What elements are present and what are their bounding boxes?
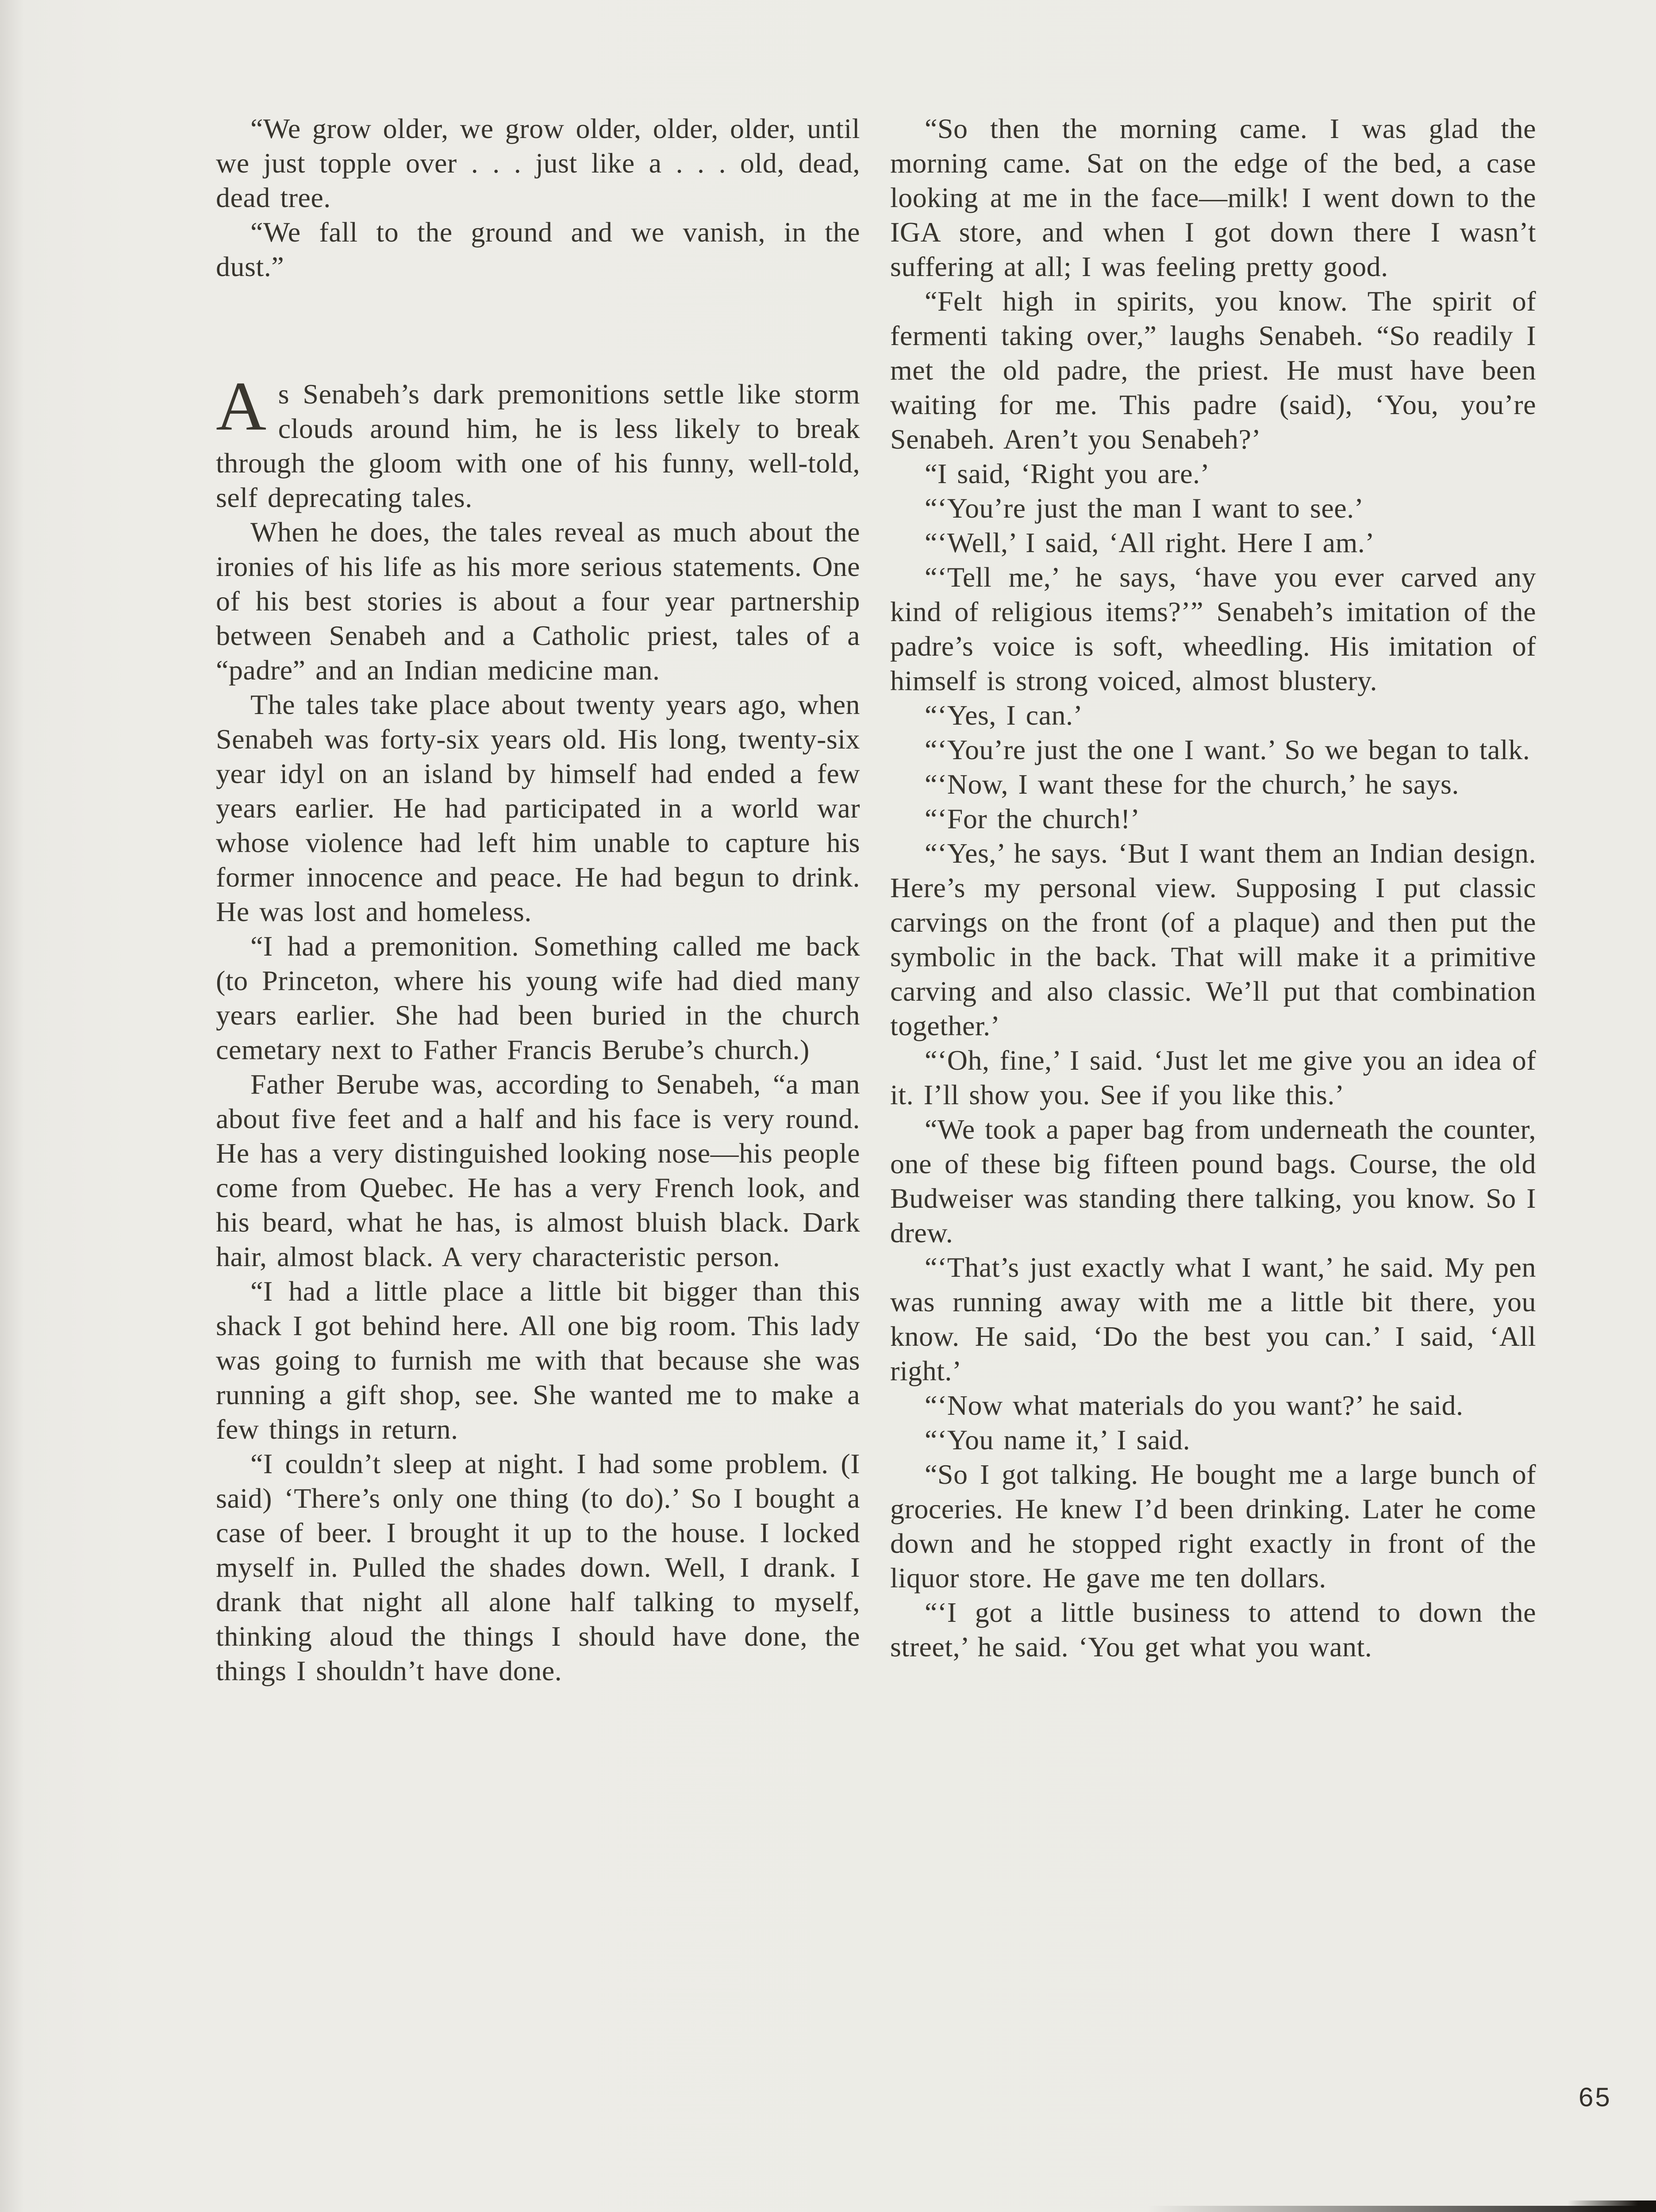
body-paragraph: “‘For the church!’: [925, 803, 1140, 834]
body-paragraph: “‘Oh, fine,’ I said. ‘Just let me give you an idea of it. I’ll show you. See if you like this.’: [890, 1045, 1536, 1110]
intro-quote-paragraph: “We fall to the ground and we vanish, in the dust.”: [216, 216, 860, 282]
left-column: [216, 111, 860, 1688]
body-paragraph: “So I got talking. He bought me a large bunch of groceries. He knew I’d been drinking. Later he come down and he stopped right exactly in front of the liquor store. He gave me ten dollars.: [890, 1459, 1536, 1594]
body-paragraph: “‘Well,’ I said, ‘All right. Here I am.’: [925, 527, 1375, 558]
body-paragraph: “‘You’re just the man I want to see.’: [925, 492, 1364, 524]
body-paragraph: Father Berube was, according to Senabeh, “a man about five feet and a half and his face is very round. He has a very distinguished looking nose—his people come from Quebec. He has a very French look, and his beard, what he has, is almost bluish black. Dark hair, almost black. A very characteristic person.: [216, 1068, 860, 1272]
body-paragraph: “‘That’s just exactly what I want,’ he said. My pen was running away with me a little bit there, you know. He said, ‘Do the best you can.’ I said, ‘All right.’: [890, 1252, 1536, 1386]
body-paragraph: “I said, ‘Right you are.’: [925, 458, 1210, 489]
body-paragraph: “So then the morning came. I was glad the morning came. Sat on the edge of the bed, a case looking at me in the face—milk! I went down to the IGA store, and when I got down there I wasn’t suffering at all; I was feeling pretty good.: [890, 113, 1536, 282]
body-paragraph: “‘Yes, I can.’: [925, 699, 1083, 731]
body-paragraph: “‘Tell me,’ he says, ‘have you ever carved any kind of religious items?’” Senabeh’s imitation of the padre’s voice is soft, wheedling. His imitation of himself is strong voiced, almost blustery.: [890, 561, 1536, 696]
dropcap-paragraph: [216, 368, 860, 515]
right-column: [890, 111, 1536, 1664]
body-paragraph: “‘Yes,’ he says. ‘But I want them an Indian design. Here’s my personal view. Supposing I put classic carvings on the front (of a plaque) and then put the symbolic in the back. That will make it a primitive carving and also classic. We’ll put that combination together.’: [890, 837, 1536, 1041]
body-paragraph: “‘You’re just the one I want.’ So we began to talk.: [925, 734, 1530, 765]
body-paragraph: “I had a little place a little bit bigger than this shack I got behind here. All one big room. This lady was going to furnish me with that because she was running a gift shop, see. She wanted me to make a few things in return.: [216, 1275, 860, 1445]
dropcap-paragraph-text: s Senabeh’s dark premonitions settle like storm clouds around him, he is less likely to break through the gloom with one of his funny, well-told, self deprecating tales.: [216, 378, 860, 513]
body-paragraph: “Felt high in spirits, you know. The spirit of fermenti taking over,” laughs Senabeh. “So readily I met the old padre, the priest. He must have been waiting for me. This padre (said), ‘You, you’re Senabeh. Aren’t you Senabeh?’: [890, 285, 1536, 455]
scan-corner-artifact: [1568, 2200, 1656, 2212]
body-paragraph: “‘You name it,’ I said.: [925, 1424, 1191, 1455]
body-paragraph: “‘Now what materials do you want?’ he said.: [925, 1390, 1464, 1421]
body-paragraph: “‘I got a little business to attend to down the street,’ he said. ‘You get what you want.: [890, 1597, 1536, 1663]
page-number: 65: [1579, 2082, 1612, 2112]
dropcap-letter: A: [216, 368, 267, 445]
body-paragraph: “I had a premonition. Something called me back (to Princeton, where his young wife had died many years earlier. She had been buried in the church cemetary next to Father Francis Berube’s church.): [216, 930, 860, 1065]
intro-quote-paragraph: “We grow older, we grow older, older, older, until we just topple over . . . just like a . . . old, dead, dead tree.: [216, 113, 860, 213]
body-paragraph: The tales take place about twenty years ago, when Senabeh was forty-six years old. His long, twenty-six year idyl on an island by himself had ended a few years earlier. He had participated in a world war whose violence had left him unable to capture his former innocence and peace. He had begun to drink. He was lost and homeless.: [216, 689, 860, 927]
body-paragraph: “I couldn’t sleep at night. I had some problem. (I said) ‘There’s only one thing (to do).’ So I bought a case of beer. I brought it up to the house. I locked myself in. Pulled the shades down. Well, I drank. I drank that night all alone half talking to myself, thinking aloud the things I should have done, the things I shouldn’t have done.: [216, 1448, 860, 1686]
body-paragraph: “‘Now, I want these for the church,’ he says.: [925, 768, 1459, 800]
body-paragraph: When he does, the tales reveal as much about the ironies of his life as his more serious statements. One of his best stories is about a four year partnership between Senabeh and a Catholic priest, tales of a “padre” and an Indian medicine man.: [216, 516, 860, 686]
body-paragraph: “We took a paper bag from underneath the counter, one of these big fifteen pound bags. Course, the old Budweiser was standing there talking, you know. So I drew.: [890, 1114, 1536, 1248]
